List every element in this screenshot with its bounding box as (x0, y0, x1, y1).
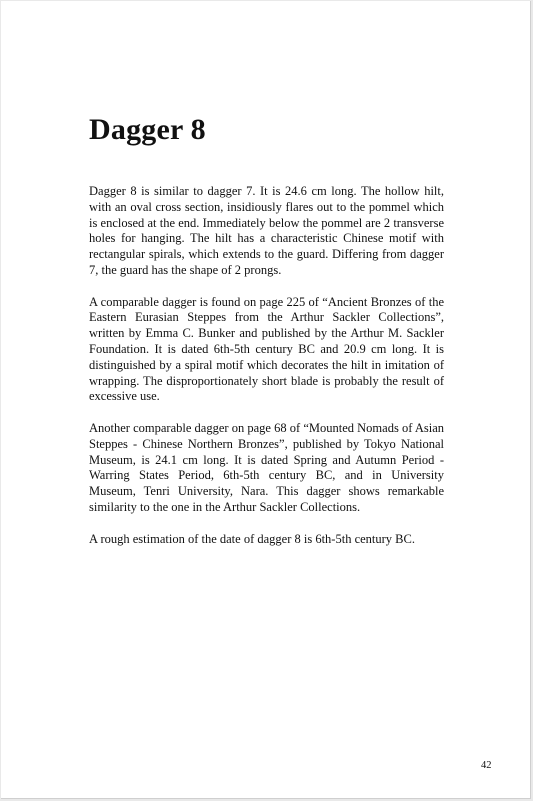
paragraph-2: A comparable dagger is found on page 225 of “Ancient Bronzes of the Eastern Eurasian Steppes from the Arthur Sackler Collections”, written by Emma C. Bunker and published by the Arthur M. Sackler Foundation. It is dated 6th-5th century BC and 20.9 cm long. It is distinguished by a spiral motif which decorates the hilt in imitation of wrapping. The disproportionately short blade is probably the result of excessive use. (89, 294, 444, 404)
document-page (1, 1, 531, 799)
paragraph-4: A rough estimation of the date of dagger 8 is 6th-5th century BC. (89, 531, 415, 546)
paragraph-3: Another comparable dagger on page 68 of “Mounted Nomads of Asian Steppes - Chinese Northern Bronzes”, published by Tokyo National Museum, is 24.1 cm long. It is dated Spring and Autumn Period - Warring States Period, 6th-5th century BC, and in University Museum, Tenri University, Nara. This dagger shows remarkable similarity to the one in the Arthur Sackler Collections. (89, 420, 444, 514)
body-text (89, 184, 444, 563)
page-number: 42 (481, 760, 492, 771)
paragraph-1: Dagger 8 is similar to dagger 7. It is 24.6 cm long. The hollow hilt, with an oval cross section, insidiously flares out to the pommel which is enclosed at the end. Immediately below the pommel are 2 transverse holes for hanging. The hilt has a characteristic Chinese motif with rectangular spirals, which extends to the guard. Differing from dagger 7, the guard has the shape of 2 prongs. (89, 184, 444, 277)
page-title: Dagger 8 (89, 113, 206, 146)
